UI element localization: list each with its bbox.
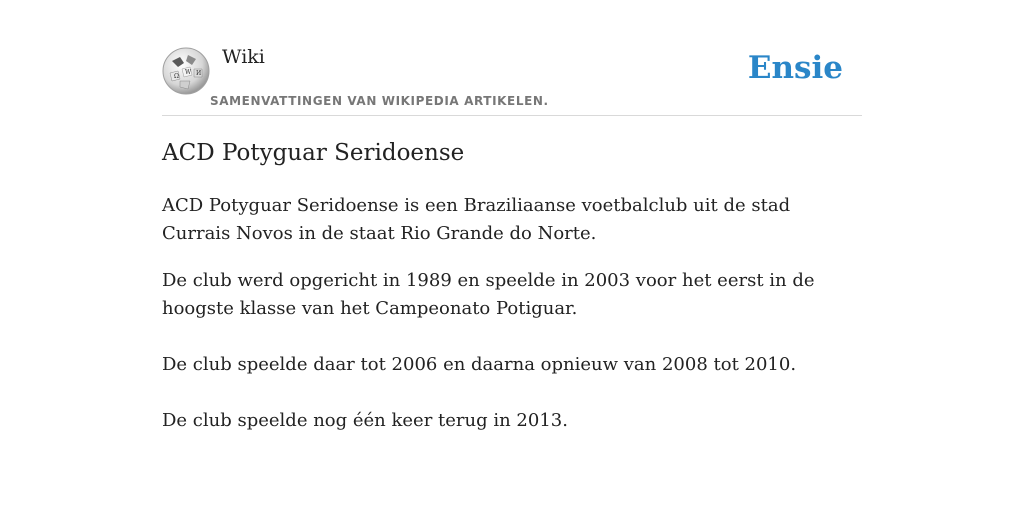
site-tagline: SAMENVATTINGEN VAN WIKIPEDIA ARTIKELEN. (210, 94, 549, 108)
site-name[interactable]: Wiki (222, 46, 265, 68)
page-container (162, 0, 862, 431)
wikipedia-globe-icon[interactable] (162, 47, 210, 95)
svg-text:И: И (196, 70, 202, 77)
brand-logo[interactable]: Ensie (747, 50, 843, 86)
site-header (162, 0, 862, 116)
svg-text:Ω: Ω (174, 73, 179, 80)
article-paragraph: De club werd opgericht in 1989 en speelde in 2003 voor het eerst in de hoogste klasse van het Campeonato Potiguar. (162, 270, 815, 319)
svg-text:W: W (185, 69, 192, 76)
article-body (162, 192, 862, 454)
article-paragraph: De club speelde nog één keer terug in 2013. (162, 410, 568, 431)
article-title: ACD Potyguar Seridoense (162, 140, 465, 166)
article-paragraph: ACD Potyguar Seridoense is een Braziliaanse voetbalclub uit de stad Currais Novos in de staat Rio Grande do Norte. (162, 195, 791, 244)
article-paragraph: De club speelde daar tot 2006 en daarna opnieuw van 2008 tot 2010. (162, 354, 797, 375)
